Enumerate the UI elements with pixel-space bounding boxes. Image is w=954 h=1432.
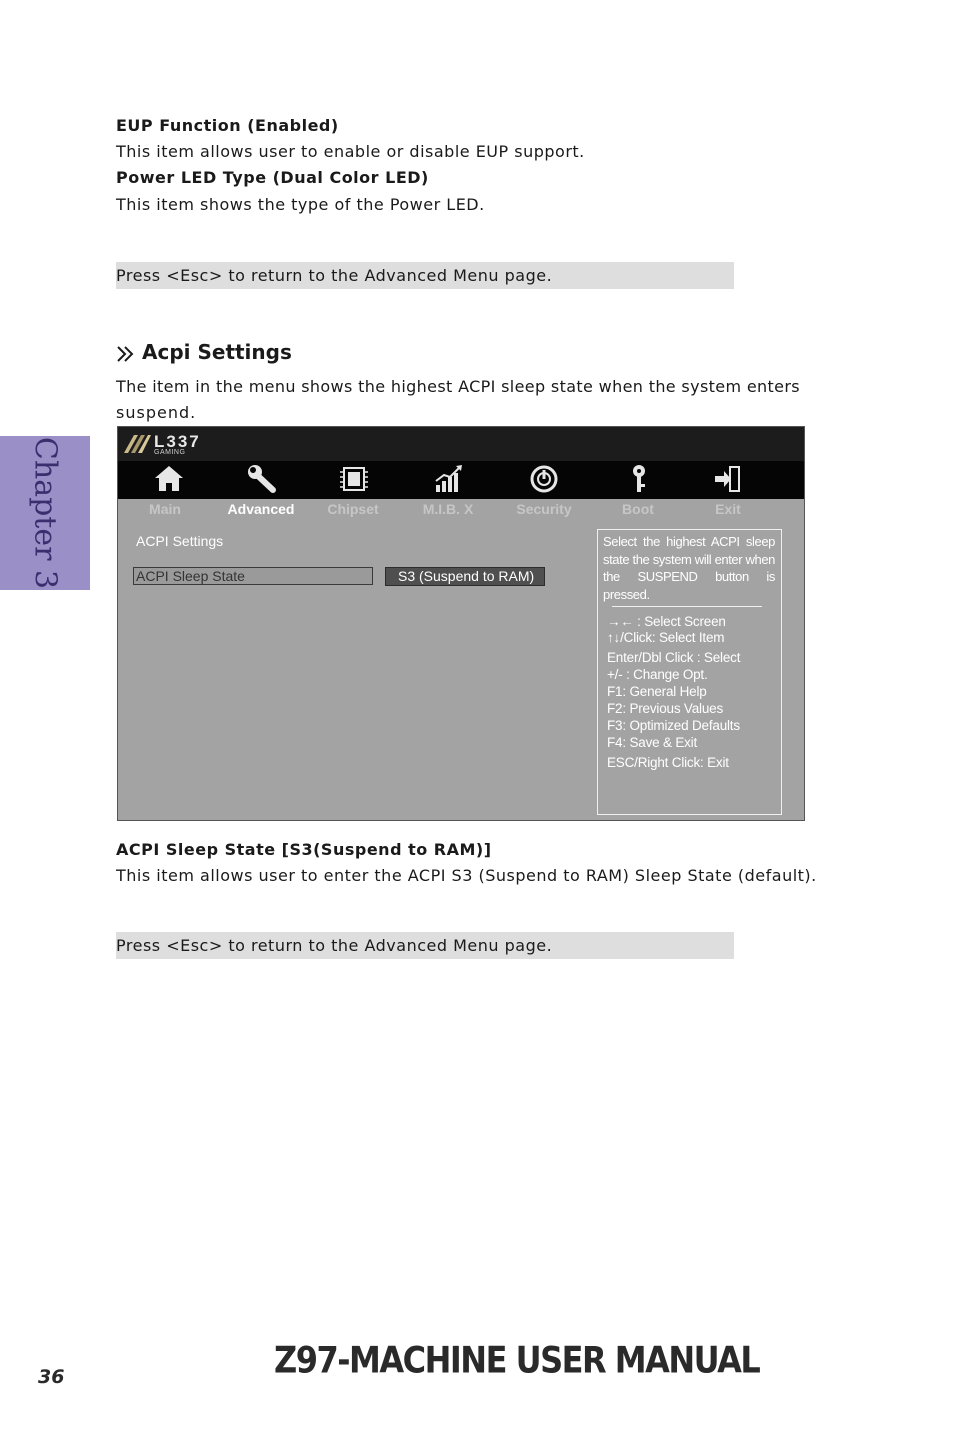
manual-title: Z97-MACHINE USER MANUAL bbox=[274, 1338, 760, 1382]
help-key-esc: ESC/Right Click: Exit bbox=[607, 755, 729, 770]
tab-security[interactable]: Security bbox=[516, 501, 572, 517]
intro-line-1: The item in the menu shows the highest ACPI sleep state when the system enters bbox=[116, 377, 800, 396]
help-key-enter: Enter/Dbl Click : Select bbox=[607, 650, 741, 665]
bios-screenshot bbox=[117, 426, 805, 821]
tab-exit[interactable]: Exit bbox=[715, 501, 741, 517]
help-key-select-item: ↑↓/Click: Select Item bbox=[607, 630, 725, 645]
help-key-f4: F4: Save & Exit bbox=[607, 735, 698, 750]
bios-page-heading: ACPI Settings bbox=[136, 533, 224, 549]
help-key-select-screen: →← : Select Screen bbox=[607, 614, 726, 629]
eup-function-title: EUP Function (Enabled) bbox=[116, 116, 339, 135]
wrench-icon[interactable] bbox=[245, 463, 279, 495]
help-key-f1: F1: General Help bbox=[607, 684, 707, 699]
power-led-desc: This item shows the type of the Power LED. bbox=[116, 195, 485, 214]
help-key-f3: F3: Optimized Defaults bbox=[607, 718, 740, 733]
key-icon[interactable] bbox=[622, 463, 656, 495]
power-icon[interactable] bbox=[527, 463, 561, 495]
home-icon[interactable] bbox=[152, 463, 186, 495]
esc-note-1: Press <Esc> to return to the Advanced Menu page. bbox=[116, 262, 734, 289]
tab-boot[interactable]: Boot bbox=[622, 501, 654, 517]
chapter-tab-label: Chapter 3 bbox=[27, 436, 63, 590]
logo-text: L337 bbox=[154, 432, 201, 451]
esc-note-2: Press <Esc> to return to the Advanced Menu page. bbox=[116, 932, 734, 959]
logo-emblem-icon bbox=[122, 431, 152, 457]
tab-chipset[interactable]: Chipset bbox=[327, 501, 379, 517]
chapter-tab bbox=[0, 436, 90, 590]
acpi-sleep-state-desc: This item allows user to enter the ACPI S3 (Suspend to RAM) Sleep State (default). bbox=[116, 866, 817, 885]
tab-advanced[interactable]: Advanced bbox=[227, 501, 295, 517]
acpi-sleep-state-value[interactable]: S3 (Suspend to RAM) bbox=[385, 567, 545, 586]
help-key-change-opt: +/- : Change Opt. bbox=[607, 667, 708, 682]
help-divider bbox=[612, 606, 762, 607]
help-panel bbox=[597, 529, 782, 815]
intro-line-2: suspend. bbox=[116, 403, 197, 422]
bios-title-bar bbox=[118, 427, 804, 461]
logo-subtext: GAMING bbox=[154, 449, 186, 456]
bios-icon-bar bbox=[118, 461, 804, 499]
section-heading: Acpi Settings bbox=[142, 340, 292, 364]
double-chevron-icon bbox=[116, 345, 136, 363]
bios-logo bbox=[122, 431, 212, 457]
acpi-sleep-state-title: ACPI Sleep State [S3(Suspend to RAM)] bbox=[116, 840, 492, 859]
exit-icon[interactable] bbox=[712, 463, 746, 495]
tab-main[interactable]: Main bbox=[149, 501, 181, 517]
eup-function-desc: This item allows user to enable or disable EUP support. bbox=[116, 142, 585, 161]
help-key-f2: F2: Previous Values bbox=[607, 701, 724, 716]
tab-mib-x[interactable]: M.I.B. X bbox=[422, 501, 474, 517]
help-description: Select the highest ACPI sleep state the system will enter when the SUSPEND button is pressed. bbox=[603, 534, 775, 602]
power-led-title: Power LED Type (Dual Color LED) bbox=[116, 168, 429, 187]
chart-icon[interactable] bbox=[432, 463, 466, 495]
chip-icon[interactable] bbox=[337, 463, 371, 495]
acpi-sleep-state-row[interactable]: ACPI Sleep State bbox=[133, 567, 373, 585]
page-number: 36 bbox=[38, 1366, 65, 1388]
